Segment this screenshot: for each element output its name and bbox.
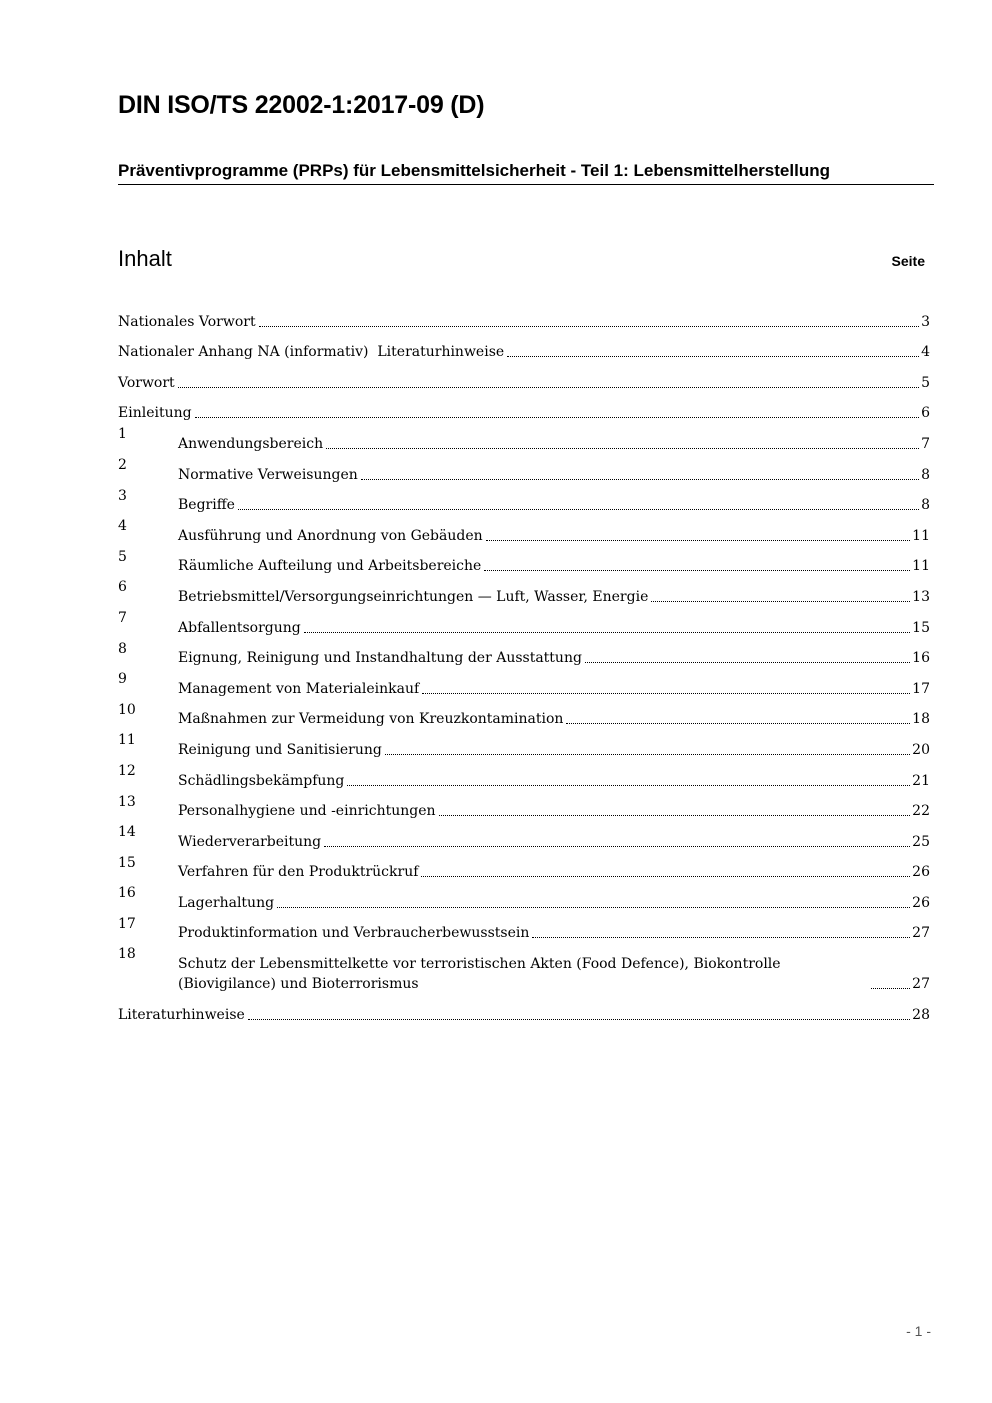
toc-page-column-label: Seite — [891, 253, 925, 269]
toc-entry-section-5[interactable] — [118, 546, 930, 577]
toc-entry-section-16[interactable] — [118, 882, 930, 913]
toc-entry-page: 3 — [921, 313, 930, 330]
toc-entry-section-15[interactable] — [118, 852, 930, 883]
toc-entry-number: 1 — [118, 426, 127, 443]
toc-entry-page: 20 — [912, 741, 930, 758]
toc-entry-page: 18 — [912, 711, 930, 728]
toc-entry-section-14[interactable] — [118, 821, 930, 852]
toc-entry-page: 11 — [912, 558, 930, 575]
toc-entry-page: 5 — [921, 374, 930, 391]
toc-entry-einleitung[interactable] — [118, 393, 930, 424]
toc-leader — [484, 570, 910, 571]
toc-entry-number: 2 — [118, 456, 127, 473]
toc-entry-number: 12 — [118, 762, 136, 779]
toc-entry-number: 10 — [118, 701, 136, 718]
toc-leader — [422, 693, 910, 694]
toc-entry-title: Maßnahmen zur Vermeidung von Kreuzkontamination — [178, 711, 564, 728]
toc-entry-title: Ausführung und Anordnung von Gebäuden — [178, 527, 483, 544]
toc-entry-section-10[interactable] — [118, 699, 930, 730]
toc-entry-number: 15 — [118, 854, 136, 871]
toc-entry-page: 13 — [912, 588, 930, 605]
toc-entry-section-12[interactable] — [118, 760, 930, 791]
toc-entry-number: 4 — [118, 518, 127, 535]
document-subtitle: Präventivprogramme (PRPs) für Lebensmittelsicherheit - Teil 1: Lebensmittelherstellung — [118, 160, 934, 185]
toc-entry-title: Management von Materialeinkauf — [178, 680, 420, 697]
toc-entry-page: 15 — [912, 619, 930, 636]
toc-entry-number: 11 — [118, 732, 136, 749]
toc-entry-title: Literaturhinweise — [118, 1007, 245, 1024]
toc-entry-section-11[interactable] — [118, 729, 930, 760]
toc-leader — [385, 754, 910, 755]
toc-leader — [238, 509, 919, 510]
toc-leader — [259, 326, 920, 327]
toc-entry-title: Abfallentsorgung — [178, 619, 301, 636]
toc-entry-page: 17 — [912, 680, 930, 697]
toc-entry-page: 8 — [921, 497, 930, 514]
document-title: DIN ISO/TS 22002-1:2017-09 (D) — [118, 91, 485, 119]
toc-leader — [361, 479, 919, 480]
toc-entry-title: Verfahren für den Produktrückruf — [178, 864, 419, 881]
toc-leader — [304, 632, 910, 633]
toc-entry-title: Schädlingsbekämpfung — [178, 772, 345, 789]
toc-entry-section-2[interactable] — [118, 454, 930, 485]
toc-entry-section-4[interactable] — [118, 515, 930, 546]
toc-leader — [248, 1019, 910, 1020]
toc-leader — [507, 356, 919, 357]
toc-entry-title: Nationales Vorwort — [118, 313, 256, 330]
toc-entry-title: Räumliche Aufteilung und Arbeitsbereiche — [178, 558, 482, 575]
toc-entry-title: Einleitung — [118, 405, 192, 422]
toc-entry-number: 17 — [118, 915, 136, 932]
toc-leader — [277, 907, 910, 908]
toc-entry-page: 11 — [912, 527, 930, 544]
toc-entry-number: 7 — [118, 609, 127, 626]
toc-entry-title: Begriffe — [178, 497, 235, 514]
toc-entry-page: 21 — [912, 772, 930, 789]
toc-entry-page: 4 — [921, 344, 930, 361]
page-number: - 1 - — [906, 1323, 931, 1339]
toc-entry-title: Produktinformation und Verbraucherbewusstsein — [178, 925, 530, 942]
toc-entry-page: 8 — [921, 466, 930, 483]
toc-leader — [871, 988, 910, 989]
toc-entry-title: Wiederverarbeitung — [178, 833, 322, 850]
toc-entry-section-9[interactable] — [118, 668, 930, 699]
toc-entry-section-13[interactable] — [118, 791, 930, 822]
toc-entry-section-18[interactable] — [118, 943, 930, 994]
toc-entry-page: 28 — [912, 1007, 930, 1024]
toc-leader — [486, 540, 911, 541]
toc-entry-section-7[interactable] — [118, 607, 930, 638]
toc-leader — [566, 723, 910, 724]
toc-leader — [651, 601, 910, 602]
toc-leader — [439, 815, 911, 816]
table-of-contents — [118, 301, 930, 1025]
toc-entry-nationales-vorwort[interactable] — [118, 301, 930, 332]
toc-leader — [585, 662, 910, 663]
toc-entry-number: 18 — [118, 946, 136, 963]
toc-entry-page: 26 — [912, 894, 930, 911]
toc-leader — [421, 876, 910, 877]
toc-entry-number: 16 — [118, 885, 136, 902]
toc-entry-page: 27 — [912, 925, 930, 942]
toc-heading: Inhalt — [118, 246, 172, 271]
toc-leader — [195, 417, 920, 418]
toc-entry-title: Lagerhaltung — [178, 894, 275, 911]
toc-leader — [532, 937, 910, 938]
toc-entry-title: Normative Verweisungen — [178, 466, 358, 483]
toc-entry-page: 25 — [912, 833, 930, 850]
toc-entry-number: 8 — [118, 640, 127, 657]
toc-entry-section-1[interactable] — [118, 423, 930, 454]
toc-entry-number: 6 — [118, 579, 127, 596]
toc-leader — [324, 846, 910, 847]
toc-entry-title: Eignung, Reinigung und Instandhaltung der Ausstattung — [178, 650, 582, 667]
toc-entry-page: 26 — [912, 864, 930, 881]
toc-entry-page: 22 — [912, 803, 930, 820]
toc-entry-title: Nationaler Anhang NA (informativ) Literaturhinweise — [118, 344, 505, 361]
toc-entry-number: 5 — [118, 548, 127, 565]
toc-entry-page: 27 — [912, 976, 930, 993]
toc-entry-literaturhinweise[interactable] — [118, 994, 930, 1025]
toc-entry-number: 3 — [118, 487, 127, 504]
toc-entry-section-8[interactable] — [118, 638, 930, 669]
toc-entry-section-6[interactable] — [118, 576, 930, 607]
toc-entry-number: 14 — [118, 824, 136, 841]
toc-leader — [178, 387, 919, 388]
toc-entry-page: 6 — [921, 405, 930, 422]
toc-entry-section-17[interactable] — [118, 913, 930, 944]
toc-entry-number: 9 — [118, 671, 127, 688]
toc-entry-section-3[interactable] — [118, 485, 930, 516]
toc-entry-number: 13 — [118, 793, 136, 810]
toc-entry-vorwort[interactable] — [118, 362, 930, 393]
toc-entry-title: Personalhygiene und -einrichtungen — [178, 803, 436, 820]
toc-entry-title: Schutz der Lebensmittelkette vor terroristischen Akten (Food Defence), Biokontrolle (Biovigilance) und Bioterrorismus — [178, 956, 781, 993]
toc-entry-title: Anwendungsbereich — [178, 435, 324, 452]
toc-entry-title: Betriebsmittel/Versorgungseinrichtungen — Luft, Wasser, Energie — [178, 588, 649, 605]
toc-leader — [326, 448, 919, 449]
toc-entry-title: Vorwort — [118, 374, 175, 391]
toc-entry-page: 7 — [921, 435, 930, 452]
toc-entry-nationaler-anhang[interactable] — [118, 332, 930, 363]
toc-leader — [347, 785, 910, 786]
toc-entry-page: 16 — [912, 650, 930, 667]
toc-entry-title: Reinigung und Sanitisierung — [178, 741, 382, 758]
